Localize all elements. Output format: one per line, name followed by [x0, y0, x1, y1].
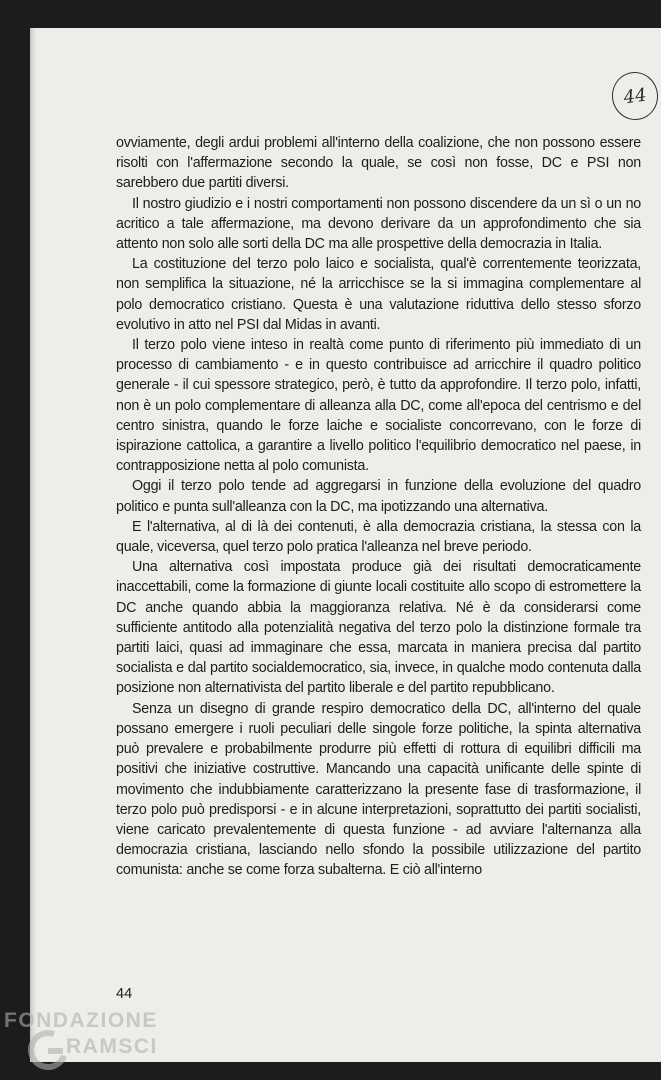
paragraph-4: Il terzo polo viene inteso in realtà come punto di riferimento più immediato di un processo di cambiamento - e in questo contribuisce ad arricchire il quadro politico generale - il cui spessore strategico, però, è tutto da approfondire. Il terzo polo, infatti, non è un polo complementare di alleanza alla DC, come all'epoca del centrismo e del centro sinistra, quando le forze laiche e socialiste concorrevano, con le forze di ispirazione cattolica, a garantire a livello politico l'equilibrio democratico nel paese, in contrapposizione netta al polo comunista.	[116, 337, 641, 475]
paragraph-3: La costituzione del terzo polo laico e socialista, qual'è correntemente teorizzata, non semplifica la situazione, né la arricchisce se la si immagina complementare al polo democratico cristiano. Questa è una valutazione riduttiva dello stesso sforzo evolutivo in atto nel PSI dal Midas in avanti.	[116, 256, 641, 333]
body-text	[116, 133, 641, 881]
folio-text: 44	[622, 84, 648, 108]
paragraph-1: ovviamente, degli ardui problemi all'interno della coalizione, che non possono essere risolti con l'affermazione secondo la quale, se così non fosse, DC e PSI non sarebbero due partiti diversi.	[116, 135, 641, 192]
paragraph-2: Il nostro giudizio e i nostri comportamenti non possono discendere da un sì o un no acritico a tale affermazione, ma devono derivare da un approfondimento che sia attento non solo alle sorti della DC ma alle prospettive della democrazia in Italia.	[116, 195, 641, 253]
paragraph-5: Oggi il terzo polo tende ad aggregarsi in funzione della evoluzione del quadro politico e punta sull'alleanza con la DC, ma ipotizzando una alternativa.	[116, 478, 641, 515]
watermark-line2: RAMSCI	[66, 1035, 158, 1058]
paragraph-6: E l'alternativa, al di là dei contenuti, è alla democrazia cristiana, la stessa con la quale, viceversa, quel terzo polo pratica l'alleanza nel breve periodo.	[116, 518, 641, 556]
paragraph-8: Senza un disegno di grande respiro democratico della DC, all'interno del quale possano emergere i ruoli peculiari delle singole forze politiche, la spinta alternativa può prevalere e probabilmente produrre più effetti di rottura di equilibri difficili ma positivi che iniziative costruttive. Mancando una capacità unificante delle spinte di movimento che indubbiamente caratterizzano la presente fase di trasformazione, il terzo polo può predisporsi - e in alcune interpretazioni, soprattutto dei partiti socialisti, viene caricato prevalentemente di questa funzione - ad avviare l'alternanza alla democrazia cristiana, lasciando nello sfondo la possibile utilizzazione del partito comunista: anche se come forza subalterna. E ciò all'interno	[116, 700, 641, 879]
watermark-logo	[4, 1006, 174, 1080]
page-number: 44	[116, 986, 133, 1002]
document-page	[30, 28, 661, 1062]
paragraph-7: Una alternativa così impostata produce già dei risultati democraticamente inaccettabili, come la formazione di giunte locali costituite allo scopo di estromettere la DC anche quando abbia la maggioranza relativa. Né è da considerarsi come sufficiente antitodo alla potenzialità negativa del terzo polo la distinzione formale tra partiti laici, quasi ad immaginare che essa, marcata in maniera precisa dal partito socialista e dal partito socialdemocratico, sia, invece, in qualche modo contenuta dalla posizione non alternativista del partito liberale e del partito repubblicano.	[116, 559, 641, 697]
watermark-line1: FONDAZIONE	[4, 1009, 158, 1032]
handwritten-folio-number	[609, 69, 661, 123]
watermark-g-icon	[26, 1028, 70, 1072]
